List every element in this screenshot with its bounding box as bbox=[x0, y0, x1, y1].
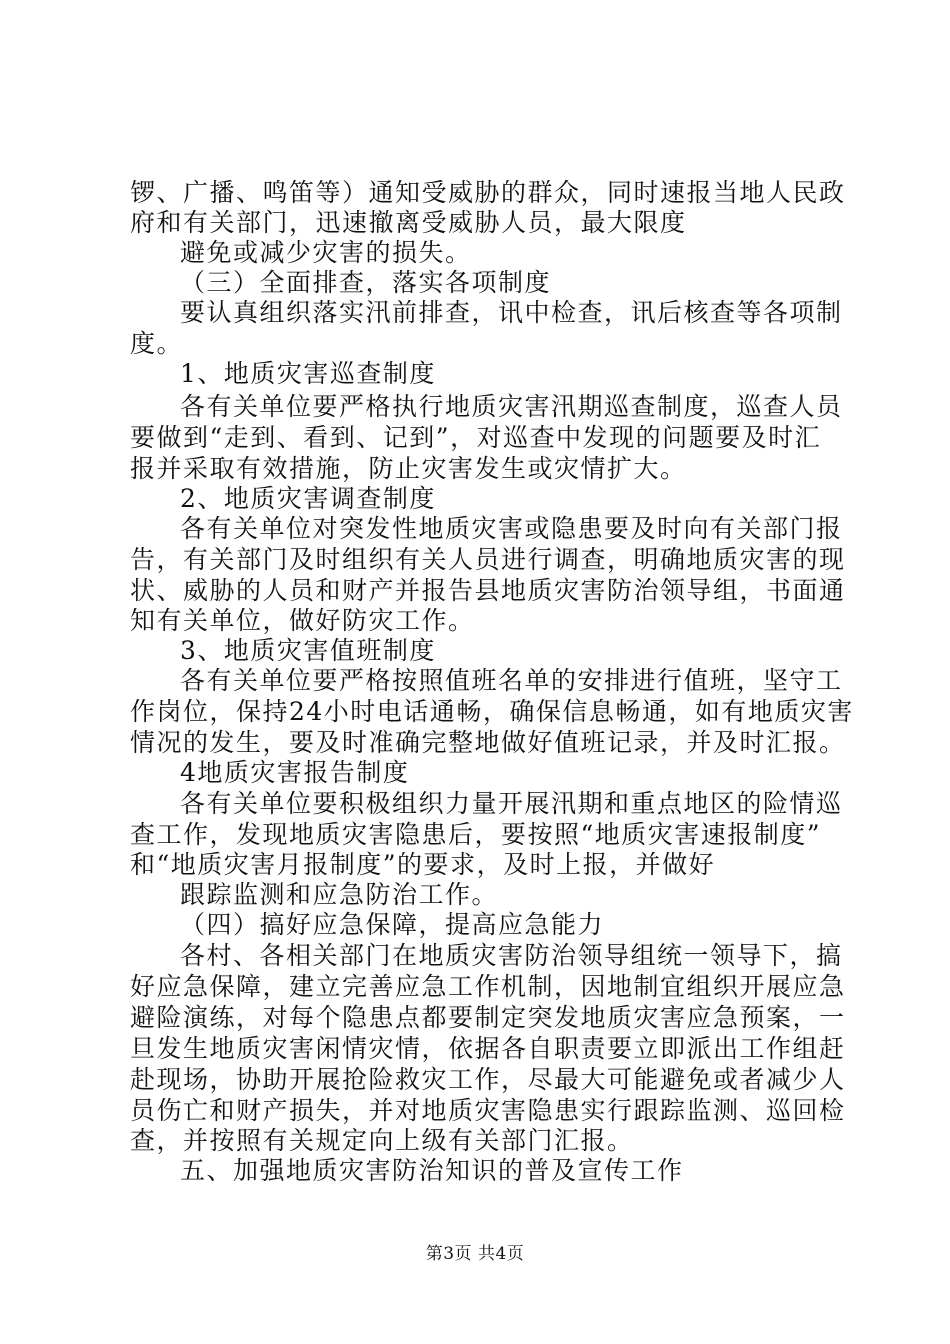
text-line: 好应急保障，建立完善应急工作机制，因地制宜组织开展应急 bbox=[130, 972, 846, 1001]
text-line: 各有关单位对突发性地质灾害或隐患要及时向有关部门报 bbox=[180, 514, 843, 543]
text-line: 各有关单位要积极组织力量开展汛期和重点地区的险情巡 bbox=[180, 789, 843, 818]
section-heading: （四）搞好应急保障，提高应急能力 bbox=[180, 910, 605, 939]
text-line: 锣、广播、鸣笛等）通知受威胁的群众，同时速报当地人民政 bbox=[130, 178, 846, 207]
text-line: 要认真组织落实汛前排查，讯中检查，讯后核查等各项制 bbox=[180, 298, 843, 327]
page-number-footer: 第3页 共4页 bbox=[425, 1244, 525, 1264]
text-line: 各有关单位要严格按照值班名单的安排进行值班，坚守工 bbox=[180, 666, 843, 695]
subsection-heading: 4地质灾害报告制度 bbox=[180, 758, 410, 787]
text-line: 作岗位，保持24小时电话通畅，确保信息畅通，如有地质灾害 bbox=[130, 697, 854, 726]
subsection-heading: 2、地质灾害调查制度 bbox=[180, 484, 436, 513]
text-line: 各村、各相关部门在地质灾害防治领导组统一领导下，搞 bbox=[180, 941, 843, 970]
text-line: 各有关单位要严格执行地质灾害汛期巡查制度，巡查人员 bbox=[180, 392, 843, 421]
text-line: 跟踪监测和应急防治工作。 bbox=[180, 880, 499, 909]
text-line: 避险演练，对每个隐患点都要制定突发地质灾害应急预案，一 bbox=[130, 1003, 846, 1032]
text-line: 赴现场，协助开展抢险救灾工作，尽最大可能避免或者减少人 bbox=[130, 1065, 846, 1094]
subsection-heading: 1、地质灾害巡查制度 bbox=[180, 359, 436, 388]
section-heading: （三）全面排查，落实各项制度 bbox=[180, 268, 552, 297]
text-line: 情况的发生，要及时准确完整地做好值班记录，并及时汇报。 bbox=[130, 728, 846, 757]
section-heading: 五、加强地质灾害防治知识的普及宣传工作 bbox=[180, 1156, 684, 1185]
text-line: 知有关单位，做好防灾工作。 bbox=[130, 606, 475, 635]
text-line: 查，并按照有关规定向上级有关部门汇报。 bbox=[130, 1126, 634, 1155]
text-line: 查工作，发现地质灾害隐患后，要按照“地质灾害速报制度” bbox=[130, 820, 822, 849]
text-line: 府和有关部门，迅速撤离受威胁人员，最大限度 bbox=[130, 208, 687, 237]
subsection-heading: 3、地质灾害值班制度 bbox=[180, 636, 436, 665]
text-line: 旦发生地质灾害闲情灾情，依据各自职责要立即派出工作组赶 bbox=[130, 1034, 846, 1063]
text-line: 度。 bbox=[130, 329, 184, 358]
text-line: 状、威胁的人员和财产并报告县地质灾害防治领导组，书面通 bbox=[130, 576, 846, 605]
text-line: 避免或减少灾害的损失。 bbox=[180, 238, 472, 267]
text-line: 要做到“走到、看到、记到”，对巡查中发现的问题要及时汇 bbox=[130, 423, 822, 452]
text-line: 和“地质灾害月报制度”的要求，及时上报，并做好 bbox=[130, 850, 716, 879]
text-line: 告，有关部门及时组织有关人员进行调查，明确地质灾害的现 bbox=[130, 545, 846, 574]
text-line: 员伤亡和财产损失，并对地质灾害隐患实行跟踪监测、巡回检 bbox=[130, 1096, 846, 1125]
text-line: 报并采取有效措施，防止灾害发生或灾情扩大。 bbox=[130, 454, 687, 483]
